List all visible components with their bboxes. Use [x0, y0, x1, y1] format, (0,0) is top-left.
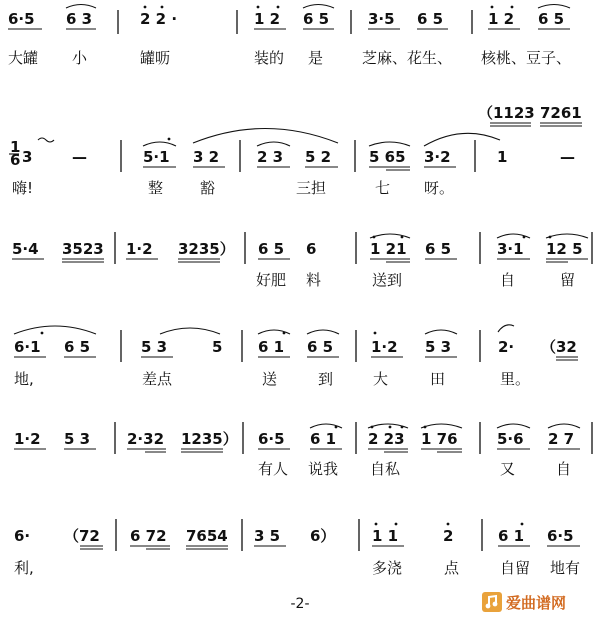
lyric: 七	[375, 179, 391, 197]
lyric: 留	[560, 271, 576, 289]
note-group: 5 3	[64, 430, 91, 448]
note-group: 12 5	[546, 240, 583, 258]
lyric: 说我	[308, 460, 339, 478]
note-group: 6 5	[417, 10, 444, 28]
note-group: 6 1	[258, 338, 285, 356]
lyric: 利,	[14, 559, 34, 577]
octave-dot	[523, 236, 526, 239]
octave-dot	[277, 6, 280, 9]
octave-dot	[283, 332, 286, 335]
note-group: 2 7	[548, 430, 575, 448]
note-group: 3235）	[178, 240, 235, 258]
slur	[193, 129, 338, 144]
octave-dot	[371, 426, 374, 429]
note-group: 6·5	[547, 527, 574, 545]
note-group: 6·5	[258, 430, 285, 448]
note-group: 3 2	[193, 148, 220, 166]
note-group: 6·5	[8, 10, 35, 28]
lyric: 自留	[500, 559, 531, 577]
lyric: 整	[148, 179, 164, 197]
octave-dot	[549, 236, 552, 239]
octave-dot	[389, 426, 392, 429]
note-group: 3 5	[254, 527, 281, 545]
slur	[424, 133, 500, 146]
octave-dot	[511, 6, 514, 9]
slur	[421, 424, 462, 428]
lyric: 差点	[142, 370, 173, 388]
octave-dot	[168, 138, 171, 141]
note-group: 3523	[62, 240, 104, 258]
note-group: 1·2	[371, 338, 398, 356]
lyric: 是	[308, 49, 324, 67]
note-group: 5 3	[141, 338, 168, 356]
slur	[425, 330, 457, 334]
note-group: 6 72	[130, 527, 167, 545]
note-group: 3·5	[368, 10, 395, 28]
staff-row-1	[8, 5, 571, 68]
note-group: 7261	[540, 104, 582, 122]
slur	[160, 328, 220, 334]
lyric: 嗨!	[12, 179, 34, 197]
note-group: 6 5	[307, 338, 334, 356]
trill-mark	[38, 138, 54, 142]
music-note-icon	[482, 591, 594, 613]
slur	[498, 325, 514, 332]
octave-dot	[401, 236, 404, 239]
lyric: 送	[262, 370, 278, 388]
note-group: 3	[22, 148, 33, 166]
note-group: 5 2	[305, 148, 332, 166]
octave-dot	[424, 426, 427, 429]
lyric: 地,	[14, 370, 34, 388]
note-group: 3·2	[424, 148, 451, 166]
lyric: 三担	[296, 179, 327, 197]
note-group: 2·	[498, 338, 515, 356]
note-group: 2 23	[368, 430, 405, 448]
staff-row-6	[14, 519, 580, 577]
note-group: （32	[541, 338, 577, 356]
octave-dot	[374, 332, 377, 335]
grace-note: 1	[10, 138, 21, 156]
grace-note: 6	[10, 151, 21, 169]
note-group: 5·1	[143, 148, 170, 166]
note-group: 6 5	[258, 240, 285, 258]
note-group: 1 21	[370, 240, 407, 258]
lyric: 又	[500, 460, 516, 478]
lyric: 里。	[500, 370, 531, 388]
octave-dot	[375, 523, 378, 526]
octave-dot	[521, 523, 524, 526]
note-group: 6 1	[498, 527, 525, 545]
lyric: 自私	[370, 460, 401, 478]
staff-row-3	[12, 232, 592, 289]
note-group: 1·2	[126, 240, 153, 258]
note-group: 1	[497, 148, 508, 166]
note-group: 2	[443, 527, 454, 545]
octave-dot	[41, 332, 44, 335]
note-group: 6·	[14, 527, 31, 545]
note-group: 2 2 ·	[140, 10, 178, 28]
staff-row-2	[9, 104, 582, 197]
note-group: 2 3	[257, 148, 284, 166]
slur	[538, 5, 570, 9]
staff-row-5	[14, 422, 592, 478]
lyric: 送到	[372, 271, 403, 289]
note-group: 1 2	[488, 10, 515, 28]
lyric: 核桃、豆子、	[481, 49, 572, 67]
lyric: 豁	[200, 179, 216, 197]
note-group: 5 3	[425, 338, 452, 356]
lyric: 好肥	[256, 271, 287, 289]
note-group: —	[72, 148, 87, 166]
note-group: 5 65	[369, 148, 406, 166]
slur	[369, 142, 410, 146]
octave-dot	[335, 426, 338, 429]
note-group: 5	[212, 338, 223, 356]
note-group: —	[560, 148, 575, 166]
note-group: 7654	[186, 527, 228, 545]
note-group: （1123	[478, 104, 535, 122]
octave-dot	[161, 6, 164, 9]
lyric: 芝麻、花生、	[362, 49, 453, 67]
site-logo	[482, 591, 594, 613]
slur	[143, 142, 176, 146]
lyric: 装的	[254, 49, 285, 67]
staff-row-4	[14, 325, 578, 388]
note-group: 2·32	[127, 430, 165, 448]
note-group: 3·1	[497, 240, 524, 258]
octave-dot	[395, 523, 398, 526]
lyric: 罐呖	[140, 49, 171, 67]
slur	[14, 326, 96, 334]
lyric: 料	[306, 271, 322, 289]
octave-dot	[447, 523, 450, 526]
slur	[307, 330, 339, 334]
slur	[497, 424, 530, 428]
note-group: （72	[64, 527, 100, 545]
note-group: 1 2	[254, 10, 281, 28]
note-group: 6）	[310, 527, 336, 545]
note-group: 6 3	[66, 10, 93, 28]
lyric: 自	[500, 271, 516, 289]
note-group: 1 1	[372, 527, 399, 545]
slur	[66, 5, 96, 9]
note-group: 6 5	[303, 10, 330, 28]
lyric: 多浇	[372, 559, 403, 577]
lyric: 小	[72, 49, 88, 67]
slur	[257, 142, 290, 146]
note-group: 1235）	[181, 430, 238, 448]
lyric: 有人	[258, 460, 289, 478]
lyric: 大罐	[8, 49, 39, 67]
octave-dot	[373, 236, 376, 239]
note-group: 1·2	[14, 430, 41, 448]
slur	[370, 234, 410, 238]
slur	[546, 234, 588, 238]
octave-dot	[257, 6, 260, 9]
lyric: 大	[373, 370, 389, 388]
note-group: 6 5	[425, 240, 452, 258]
lyric: 呀。	[424, 179, 455, 197]
note-group: 6	[306, 240, 317, 258]
octave-dot	[401, 426, 404, 429]
slur	[303, 5, 334, 9]
lyric: 到	[318, 370, 334, 388]
svg-text:爱曲谱网: 爱曲谱网	[506, 594, 567, 612]
note-group: 6 1	[310, 430, 337, 448]
lyric: 地有	[550, 559, 581, 577]
note-group: 5·6	[497, 430, 524, 448]
octave-dot	[491, 6, 494, 9]
octave-dot	[144, 6, 147, 9]
lyric: 田	[430, 370, 446, 388]
lyric: 点	[444, 559, 460, 577]
note-group: 1 76	[421, 430, 458, 448]
note-group: 6 5	[538, 10, 565, 28]
page-number: -2-	[290, 596, 310, 612]
note-group: 5·4	[12, 240, 39, 258]
lyric: 自	[556, 460, 572, 478]
slur	[548, 424, 580, 428]
note-group: 6 5	[64, 338, 91, 356]
note-group: 6·1	[14, 338, 41, 356]
